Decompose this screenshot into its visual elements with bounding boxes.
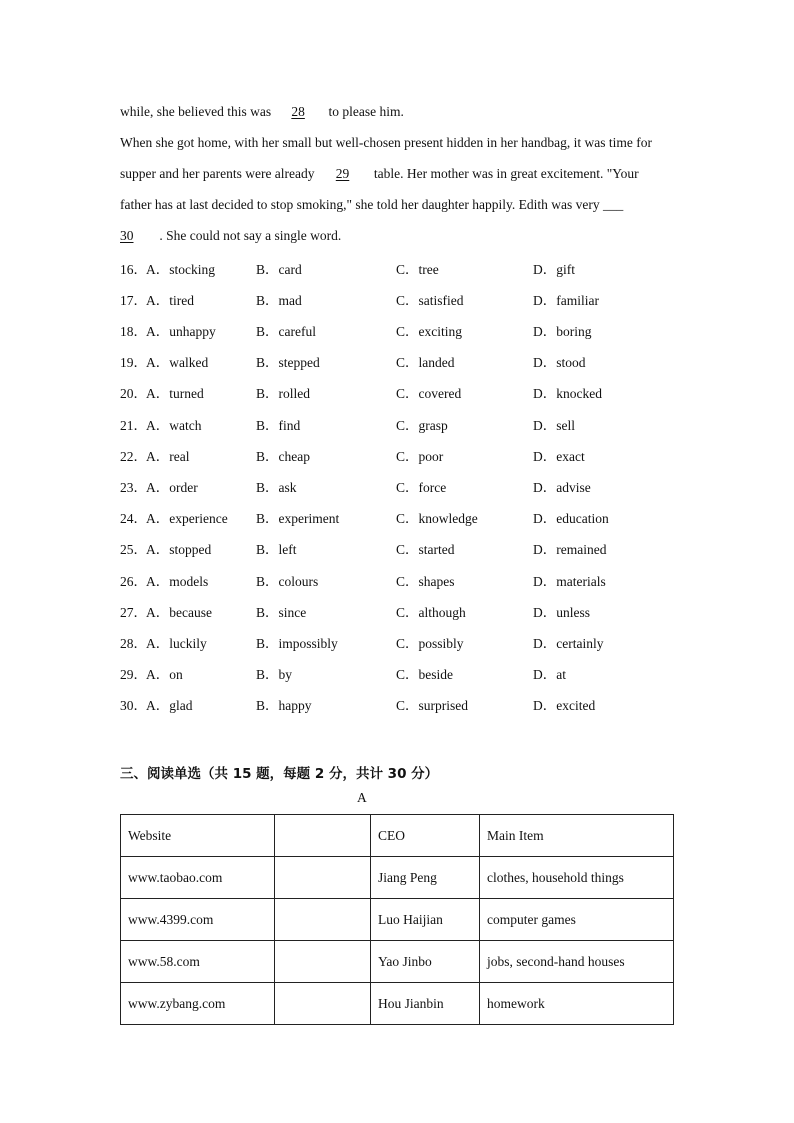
option-c: C．exciting xyxy=(396,324,462,339)
question-number: 16． xyxy=(120,262,147,277)
option-a: A．turned xyxy=(146,386,204,401)
option-a: A．stopped xyxy=(146,542,212,557)
option-a: A．tired xyxy=(146,293,194,308)
question-number: 23． xyxy=(120,480,147,495)
option-a: A．on xyxy=(146,667,183,682)
question-number: 19． xyxy=(120,355,147,370)
passage-text: When she got home, with her small but well-chosen present hidden in her handbag, it was time for xyxy=(120,135,652,150)
question-number: 25． xyxy=(120,542,147,557)
option-d: D．remained xyxy=(533,542,607,557)
question-row xyxy=(120,540,680,571)
option-c: C．possibly xyxy=(396,636,464,651)
cell-blank xyxy=(275,983,371,1025)
passage-text: . She could not say a single word. xyxy=(156,228,342,243)
passage-line-4 xyxy=(120,189,680,220)
option-a: A．because xyxy=(146,605,212,620)
answer-blank: 28 xyxy=(291,104,305,119)
question-number: 18． xyxy=(120,324,147,339)
option-c: C．satisfied xyxy=(396,293,464,308)
option-b: B．left xyxy=(256,542,297,557)
option-d: D．advise xyxy=(533,480,591,495)
option-b: B．since xyxy=(256,605,307,620)
option-a: A．watch xyxy=(146,418,202,433)
option-b: B．stepped xyxy=(256,355,320,370)
question-row xyxy=(120,572,680,603)
option-c: C．surprised xyxy=(396,698,468,713)
option-d: D．at xyxy=(533,667,566,682)
passage-label: A xyxy=(357,790,367,805)
question-number: 30． xyxy=(120,698,147,713)
question-row xyxy=(120,260,680,291)
option-d: D．knocked xyxy=(533,386,602,401)
cell-ceo: Yao Jinbo xyxy=(371,941,480,983)
answer-blank: 30 xyxy=(120,228,134,243)
option-d: D．stood xyxy=(533,355,586,370)
question-row xyxy=(120,447,680,478)
option-d: D．materials xyxy=(533,574,606,589)
option-a: A．luckily xyxy=(146,636,207,651)
cell-ceo: Luo Haijian xyxy=(371,899,480,941)
option-c: C．started xyxy=(396,542,455,557)
header-main-item: Main Item xyxy=(480,815,674,857)
option-d: D．certainly xyxy=(533,636,604,651)
option-d: D．gift xyxy=(533,262,575,277)
table-header-row xyxy=(121,815,674,857)
option-c: C．landed xyxy=(396,355,455,370)
cell-main-item: computer games xyxy=(480,899,674,941)
table-row xyxy=(121,941,674,983)
question-row xyxy=(120,696,680,727)
cell-main-item: homework xyxy=(480,983,674,1025)
section-heading: 三、阅读单选（共 15 题，每题 2 分，共计 30 分） xyxy=(120,766,439,782)
question-number: 21． xyxy=(120,418,147,433)
option-c: C．shapes xyxy=(396,574,455,589)
question-number: 17． xyxy=(120,293,147,308)
option-a: A．glad xyxy=(146,698,193,713)
question-number: 29． xyxy=(120,667,147,682)
option-b: B．impossibly xyxy=(256,636,338,651)
option-d: D．excited xyxy=(533,698,596,713)
cell-website: www.4399.com xyxy=(121,899,275,941)
question-row xyxy=(120,322,680,353)
option-a: A．models xyxy=(146,574,209,589)
option-b: B．colours xyxy=(256,574,319,589)
option-c: C．poor xyxy=(396,449,444,464)
passage-line-1 xyxy=(120,96,680,127)
option-a: A．real xyxy=(146,449,190,464)
cell-main-item: jobs, second-hand houses xyxy=(480,941,674,983)
option-b: B．find xyxy=(256,418,301,433)
table-row xyxy=(121,899,674,941)
header-ceo: CEO xyxy=(371,815,480,857)
option-d: D．sell xyxy=(533,418,575,433)
question-row xyxy=(120,478,680,509)
option-c: C．force xyxy=(396,480,447,495)
table-row xyxy=(121,983,674,1025)
option-b: B．rolled xyxy=(256,386,310,401)
question-row xyxy=(120,353,680,384)
option-a: A．unhappy xyxy=(146,324,216,339)
option-d: D．unless xyxy=(533,605,590,620)
option-b: B．by xyxy=(256,667,293,682)
passage-text: table. Her mother was in great excitement. "Your xyxy=(370,166,639,181)
question-number: 27． xyxy=(120,605,147,620)
cell-main-item: clothes, household things xyxy=(480,857,674,899)
option-a: A．stocking xyxy=(146,262,215,277)
question-row xyxy=(120,603,680,634)
passage-line-5 xyxy=(120,220,680,251)
passage-text: supper and her parents were already xyxy=(120,166,315,181)
option-a: A．order xyxy=(146,480,198,495)
question-row xyxy=(120,416,680,447)
option-b: B．mad xyxy=(256,293,302,308)
option-a: A．experience xyxy=(146,511,228,526)
answer-blank: 29 xyxy=(335,166,350,181)
option-b: B．cheap xyxy=(256,449,310,464)
option-d: D．boring xyxy=(533,324,592,339)
passage-text: while, she believed this was xyxy=(120,104,272,119)
question-row xyxy=(120,509,680,540)
cell-ceo: Jiang Peng xyxy=(371,857,480,899)
option-b: B．careful xyxy=(256,324,316,339)
question-row xyxy=(120,665,680,696)
option-a: A．walked xyxy=(146,355,209,370)
question-number: 22． xyxy=(120,449,147,464)
cell-website: www.58.com xyxy=(121,941,275,983)
cell-blank xyxy=(275,941,371,983)
option-c: C．covered xyxy=(396,386,462,401)
question-number: 20． xyxy=(120,386,147,401)
option-b: B．happy xyxy=(256,698,312,713)
option-d: D．exact xyxy=(533,449,585,464)
option-c: C．although xyxy=(396,605,466,620)
table-row xyxy=(121,857,674,899)
option-d: D．familiar xyxy=(533,293,599,308)
website-table xyxy=(120,814,674,1025)
option-c: C．beside xyxy=(396,667,453,682)
header-blank xyxy=(275,815,371,857)
option-d: D．education xyxy=(533,511,609,526)
question-number: 24． xyxy=(120,511,147,526)
passage-text: father has at last decided to stop smoking," she told her daughter happily. Edith was very ___ xyxy=(120,197,624,212)
passage-line-3 xyxy=(120,158,680,189)
question-number: 28． xyxy=(120,636,147,651)
option-b: B．experiment xyxy=(256,511,340,526)
cell-website: www.zybang.com xyxy=(121,983,275,1025)
option-c: C．tree xyxy=(396,262,439,277)
cell-blank xyxy=(275,857,371,899)
header-website: Website xyxy=(121,815,275,857)
passage-line-2 xyxy=(120,127,680,158)
option-b: B．ask xyxy=(256,480,297,495)
passage-text: to please him. xyxy=(325,104,404,119)
cell-ceo: Hou Jianbin xyxy=(371,983,480,1025)
question-row xyxy=(120,384,680,415)
option-c: C．grasp xyxy=(396,418,448,433)
cell-website: www.taobao.com xyxy=(121,857,275,899)
question-row xyxy=(120,291,680,322)
question-number: 26． xyxy=(120,574,147,589)
option-b: B．card xyxy=(256,262,302,277)
option-c: C．knowledge xyxy=(396,511,478,526)
question-row xyxy=(120,634,680,665)
cell-blank xyxy=(275,899,371,941)
